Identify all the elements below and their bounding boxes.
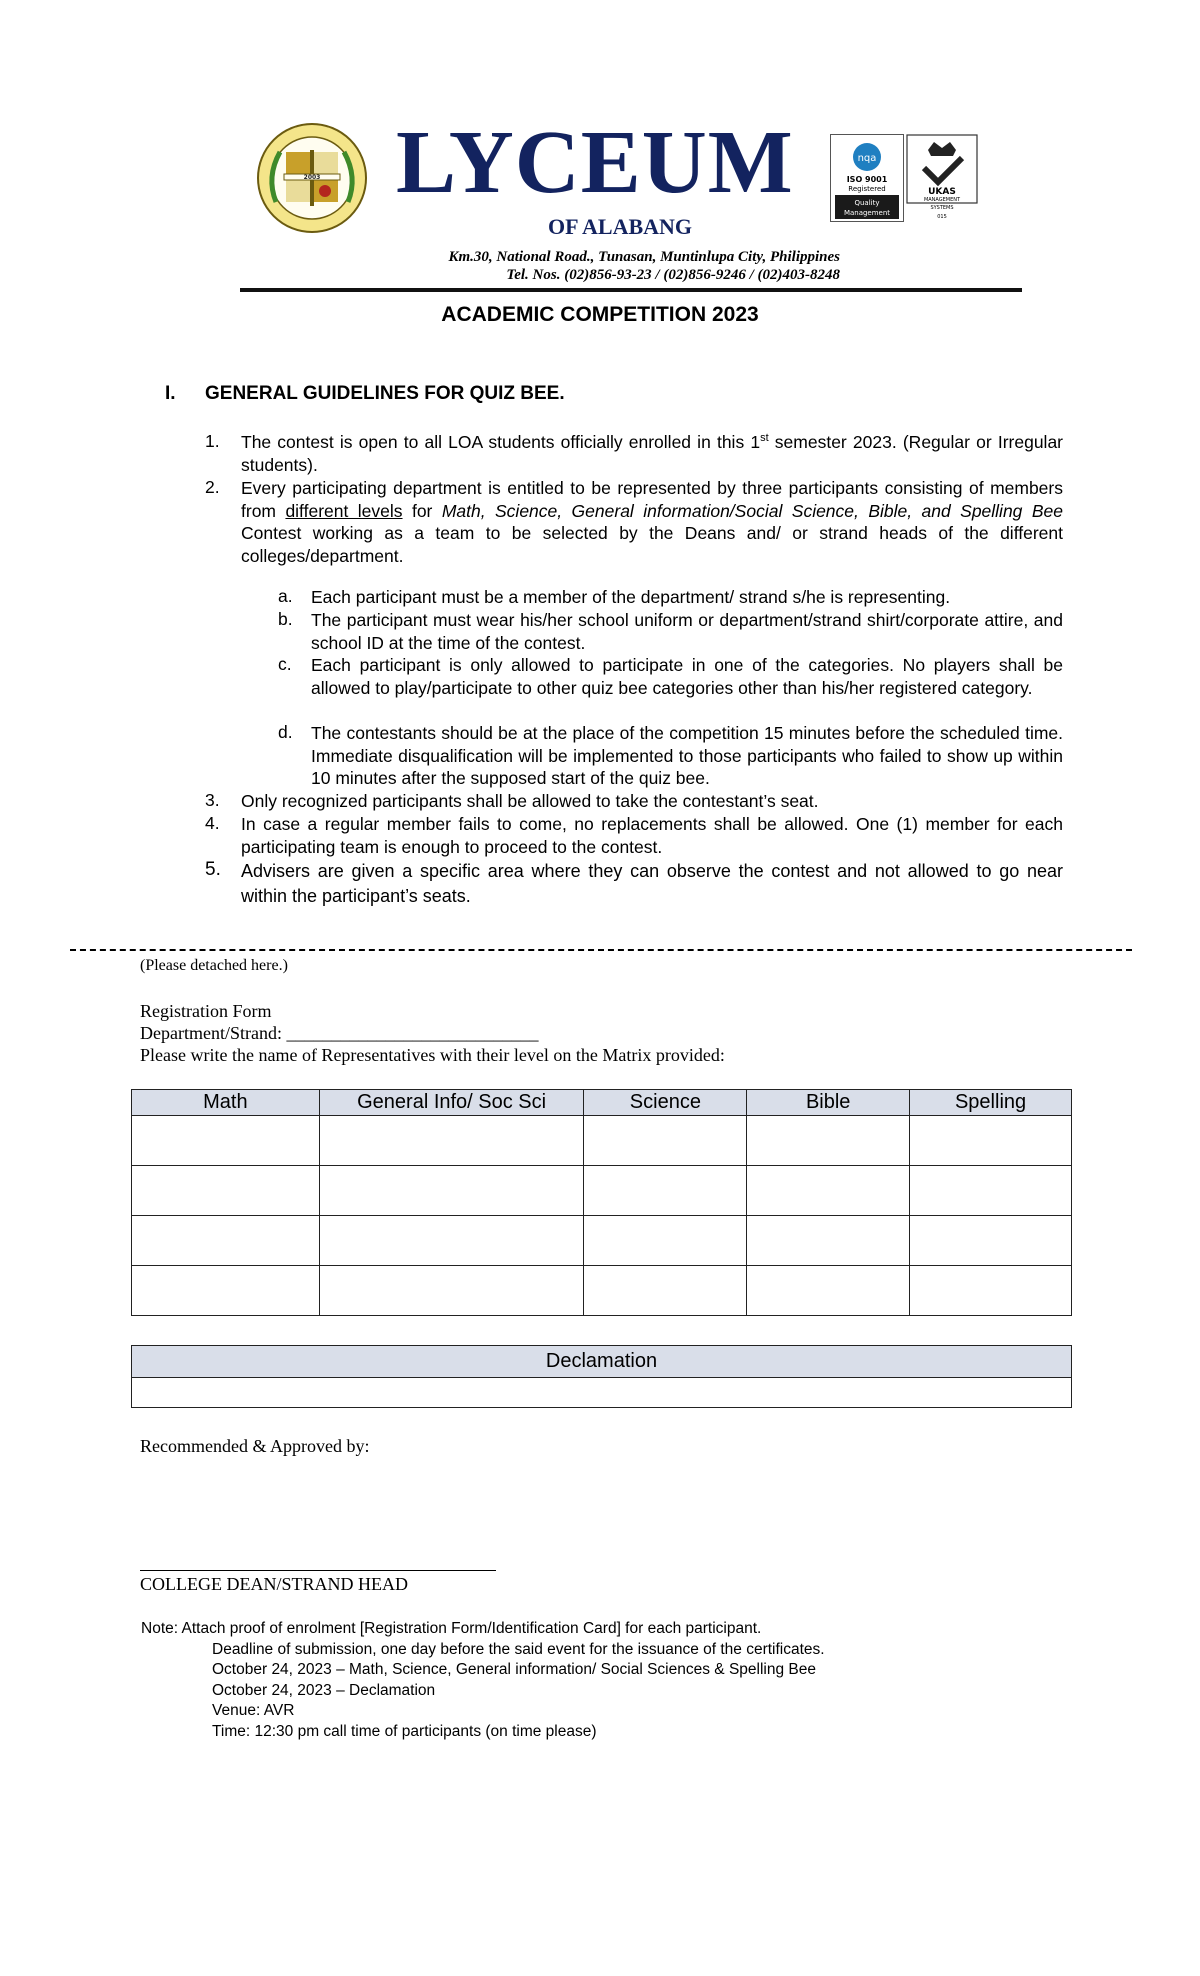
matrix-header-row [132, 1090, 1072, 1116]
matrix-cell[interactable] [910, 1166, 1072, 1216]
note-line-1: Note: Attach proof of enrolment [Registration Form/Identification Card] for each participant. [141, 1620, 762, 1637]
item-number: 1. [205, 431, 220, 451]
guideline-item-3: Only recognized participants shall be allowed to take the contestant’s seat. [241, 791, 819, 811]
guideline-item-4: In case a regular member fails to come, no replacements shall be allowed. One (1) member for each participating team is enough to proceed to the contest. [241, 814, 1063, 857]
section-heading [165, 383, 565, 405]
item-number: 4. [205, 813, 220, 833]
matrix-cell[interactable] [319, 1216, 584, 1266]
matrix-cell[interactable] [132, 1166, 320, 1216]
note-line-6: Time: 12:30 pm call time of participants (on time please) [212, 1723, 597, 1740]
declamation-header: Declamation [132, 1346, 1072, 1378]
table-row [132, 1166, 1072, 1216]
table-row [132, 1216, 1072, 1266]
matrix-cell[interactable] [910, 1216, 1072, 1266]
document-title: ACADEMIC COMPETITION 2023 [441, 303, 759, 326]
guideline-subitem-b: The participant must wear his/her school uniform or department/strand shirt/corporate attire, and school ID at the time of the contest. [311, 610, 1063, 653]
department-strand-field[interactable]: Department/Strand: ____________________________ [140, 1023, 539, 1043]
italic-categories: Math, Science, General information/Social Science, Bible, and Spelling Bee [441, 500, 1063, 521]
guideline-text: Contest working as a team to be selected by the Deans and/ or strand heads of the different colleges/department. [241, 523, 1063, 566]
representatives-matrix [131, 1089, 1072, 1316]
iso-line-2: Registered [848, 185, 886, 193]
matrix-cell[interactable] [747, 1266, 910, 1316]
column-header-science: Science [584, 1090, 747, 1116]
iso-badge-text: nqa [857, 153, 877, 164]
guideline-text: for [402, 500, 442, 521]
table-row [132, 1266, 1072, 1316]
guideline-subitem-a: Each participant must be a member of the department/ strand s/he is representing. [311, 587, 951, 607]
guideline-item-5: Advisers are given a specific area where they can observe the contest and not allowed to go near within the participant’s seats. [241, 861, 1063, 906]
declamation-cell[interactable] [132, 1378, 1072, 1408]
column-header-spelling: Spelling [910, 1090, 1072, 1116]
ukas-certification-badge [906, 134, 978, 220]
school-seal-logo [256, 122, 368, 234]
guideline-item-2 [241, 477, 1063, 567]
matrix-cell[interactable] [584, 1266, 747, 1316]
item-number: 3. [205, 790, 220, 810]
table-row [132, 1116, 1072, 1166]
note-line-3: October 24, 2023 – Math, Science, General information/ Social Sciences & Spelling Bee [212, 1661, 816, 1678]
form-instruction: Please write the name of Representatives with their level on the Matrix provided: [140, 1045, 725, 1065]
guideline-subitem-d: The contestants should be at the place of the competition 15 minutes before the scheduled time. Immediate disqualification will be implemented to those participants who failed to show up within 10 minutes after the supposed start of the quiz bee. [311, 723, 1063, 788]
signature-line [140, 1570, 496, 1571]
matrix-cell[interactable] [584, 1216, 747, 1266]
matrix-cell[interactable] [132, 1116, 320, 1166]
declamation-table [131, 1345, 1072, 1408]
detach-dashed-line [70, 949, 1132, 951]
sub-item-letter: a. [278, 586, 293, 606]
ukas-line-2: MANAGEMENT [923, 197, 961, 203]
matrix-cell[interactable] [319, 1166, 584, 1216]
item-number: 2. [205, 477, 220, 497]
ukas-line-3: SYSTEMS [930, 205, 954, 211]
header-rule [240, 288, 1022, 292]
matrix-cell[interactable] [132, 1266, 320, 1316]
iso-certification-badge [830, 134, 904, 222]
note-line-5: Venue: AVR [212, 1702, 295, 1719]
note-line-2: Deadline of submission, one day before the said event for the issuance of the certificates. [212, 1641, 825, 1658]
ordinal-suffix: st [760, 432, 769, 445]
matrix-cell[interactable] [319, 1116, 584, 1166]
column-header-math: Math [132, 1090, 320, 1116]
sub-item-letter: d. [278, 722, 293, 742]
school-telephone: Tel. Nos. (02)856-93-23 / (02)856-9246 / (02)403-8248 [506, 267, 840, 283]
signatory-title: COLLEGE DEAN/STRAND HEAD [140, 1574, 408, 1594]
underlined-text: different levels [285, 500, 403, 521]
matrix-cell[interactable] [910, 1266, 1072, 1316]
detach-note: (Please detached here.) [140, 957, 288, 974]
registration-form-title: Registration Form [140, 1001, 272, 1021]
matrix-cell[interactable] [584, 1166, 747, 1216]
guideline-text: semester 2023. (Regular or Irregular students). [241, 432, 1064, 475]
sub-item-letter: b. [278, 609, 293, 629]
column-header-bible: Bible [747, 1090, 910, 1116]
guideline-text: The contest is open to all LOA students officially enrolled in this 1 [241, 432, 761, 452]
iso-line-1: ISO 9001 [846, 175, 888, 184]
school-address: Km.30, National Road., Tunasan, Muntinlupa City, Philippines [448, 249, 840, 265]
seal-year: 2003 [303, 174, 321, 181]
note-line-4: October 24, 2023 – Declamation [212, 1682, 436, 1699]
iso-line-3: Quality [854, 199, 880, 207]
item-number: 5. [205, 859, 221, 880]
school-name-sub: OF ALABANG [548, 214, 693, 239]
section-number: I. [165, 383, 176, 404]
matrix-cell[interactable] [747, 1116, 910, 1166]
ukas-line-4: 015 [937, 214, 947, 220]
guideline-text: Every participating department is entitled to be represented by three participants consisting of members from [241, 478, 1063, 521]
matrix-cell[interactable] [747, 1166, 910, 1216]
matrix-cell[interactable] [584, 1116, 747, 1166]
section-title: GENERAL GUIDELINES FOR QUIZ BEE. [205, 383, 565, 404]
declamation-header-row [132, 1346, 1072, 1378]
matrix-cell[interactable] [747, 1216, 910, 1266]
matrix-cell[interactable] [910, 1116, 1072, 1166]
guideline-item-1 [241, 431, 1063, 476]
guideline-subitem-c: Each participant is only allowed to participate in one of the categories. No players shall be allowed to play/participate to other quiz bee categories other than his/her registered category. [311, 655, 1063, 698]
iso-line-4: Management [843, 209, 891, 217]
ukas-line-1: UKAS [928, 187, 956, 197]
school-name: LYCEUM [396, 113, 794, 212]
matrix-cell[interactable] [319, 1266, 584, 1316]
column-header-general-info: General Info/ Soc Sci [319, 1090, 584, 1116]
table-row [132, 1378, 1072, 1408]
matrix-cell[interactable] [132, 1216, 320, 1266]
sub-item-letter: c. [278, 654, 292, 674]
approval-label: Recommended & Approved by: [140, 1436, 370, 1456]
